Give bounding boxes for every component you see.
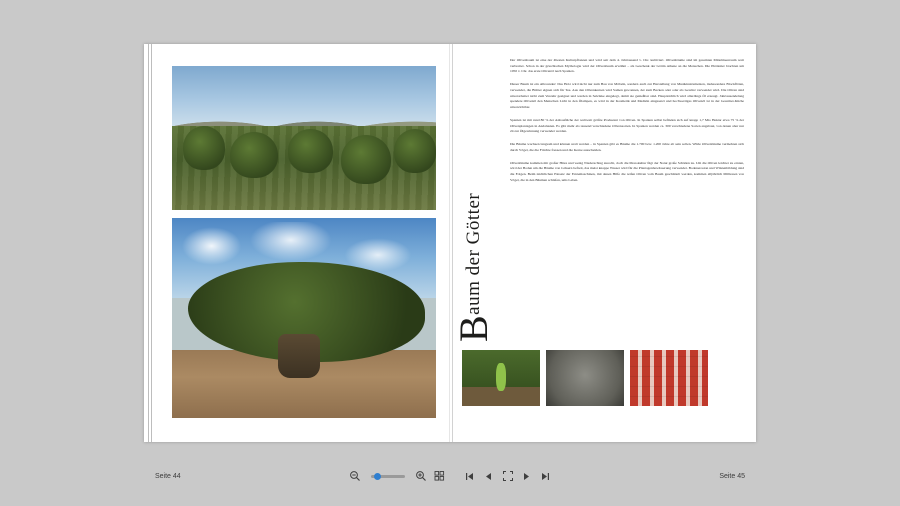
tree-shape (394, 129, 436, 172)
photo-olive-tree (172, 218, 436, 418)
page-gutter-rule (452, 44, 453, 442)
photo-surface (546, 350, 624, 406)
paragraph: Spanien ist mit rund 80 % der Anbaufläche der weltweit größte Produzent von Oliven. In Spanien selbst befinden sich auf knapp 1,7 Mio Hektar etwa 75 % der Olivenplantagen in Andalusien. Es gibt mehr als tausend verschiedene Olivensorten. In Spanien werden ca. 300 verschiedene Sorten angebaut, von denen aber nur 24 zur Ölgewinnung verwendet werden. (510, 117, 744, 134)
tree-shape (341, 135, 391, 184)
paragraph: Die Bäume wachsen langsam und können uralt werden – in Spanien gibt es Bäume die 1.700 bzw. 1.200 Jahre alt sein sollen. Wilde Olivenbäume vermehren sich durch Vögel, die die Früchte fressen und die Kerne ausscheiden. (510, 142, 744, 152)
first-page-icon[interactable] (463, 469, 477, 483)
page-right[interactable] (450, 44, 756, 442)
page-left[interactable] (144, 44, 450, 442)
page-spread (144, 44, 756, 442)
photo-bottles (630, 350, 708, 406)
tree-shape (230, 132, 278, 178)
last-page-icon[interactable] (539, 469, 553, 483)
paragraph: Olivenbäume kommen mit großer Hitze und wenig Niederschlag zurecht, doch die Monokultur fügt der Natur große Schäden zu. Um die Oliven leichter zu ernten, wird der Boden um die Bäume von Gräsern befreit, das meist knappe Wasser wird für die Plantagenbewässerung verwendet. Bodenerosion und Wüstenbildung sind die Folgen. Beim nächtlichen Einsatz der Erntemaschinen, mit denen Hilfe die reifen Oliven vom Baum geschüttelt werden, kommen alljährlich Millionen von Vögel, die in den Bäumen schlafen, ums Leben. (510, 160, 744, 182)
photo-olive-grove (172, 66, 436, 210)
tree-trunk (278, 334, 320, 378)
headline-drop-cap: B (451, 314, 496, 342)
tree-shape (183, 126, 225, 169)
thumbnails-icon[interactable] (433, 469, 447, 483)
zoom-out-icon[interactable] (348, 469, 362, 483)
headline-rest: aum der Götter (463, 192, 484, 315)
zoom-slider[interactable] (371, 475, 405, 478)
zoom-slider-knob[interactable] (374, 473, 381, 480)
photo-ground (462, 387, 540, 406)
next-page-icon[interactable] (520, 469, 534, 483)
photo-olive-oil-display (630, 350, 708, 406)
previous-page-icon[interactable] (482, 469, 496, 483)
page-label-right: Seite 45 (719, 473, 745, 480)
page-edge-rule-inner (151, 44, 152, 442)
page-edge-rule-outer (148, 44, 149, 442)
paragraph: Dieser Baum ist ein Allrounder: Das Holz wird nicht nur zum Bau von Möbeln, sondern auch zur Herstellung von Musikinstrumenten, insbesondere Blockflöten, verwendet, die Blätter eignen sich für Tee. Aus den Olivenkernen wird Samen gewonnen, der zum Backen oder oder als Gewürz verwendet wird. Die Oliven sind unverarbeitet nicht zum Verzehr geeignet und werden in Salzlake eingelegt, damit sie genießbar sind. Hauptsächlich wird allerdings Öl erzeugt. Jahrtausendelang spendete Olivenöl den Menschen Licht in den Ölampen, es wird in der Kosmetik und Medizin eingesetzt und hochwertiges Olivenöl ist in der Gourmet-Küche unverzichtbar. (510, 82, 744, 110)
photo-sapling (462, 350, 540, 406)
page-title (451, 82, 504, 342)
tree-shape (288, 129, 333, 172)
page-label-left: Seite 44 (155, 473, 181, 480)
body-text-column (510, 58, 744, 190)
fullscreen-icon[interactable] (501, 469, 515, 483)
zoom-in-icon[interactable] (414, 469, 428, 483)
paragraph: Der Olivenbaum ist eine der ältesten Kulturpflanzen und wird seit dem 4. Jahrtausend v. Chr. kultiviert. Olivenbäume sind im gesamten Mittelmeerraum weit verbreitet. Schon in der griechischen Mythologie wird der Olivenbaum erwähnt – als Geschenk der Göttin Athene an die Menschen. Die Phönizier brachten um 1050 v. Chr. das erste Olivenöl nach Spanien. (510, 58, 744, 74)
viewer-toolbar (0, 446, 900, 506)
photo-olive-bark (546, 350, 624, 406)
